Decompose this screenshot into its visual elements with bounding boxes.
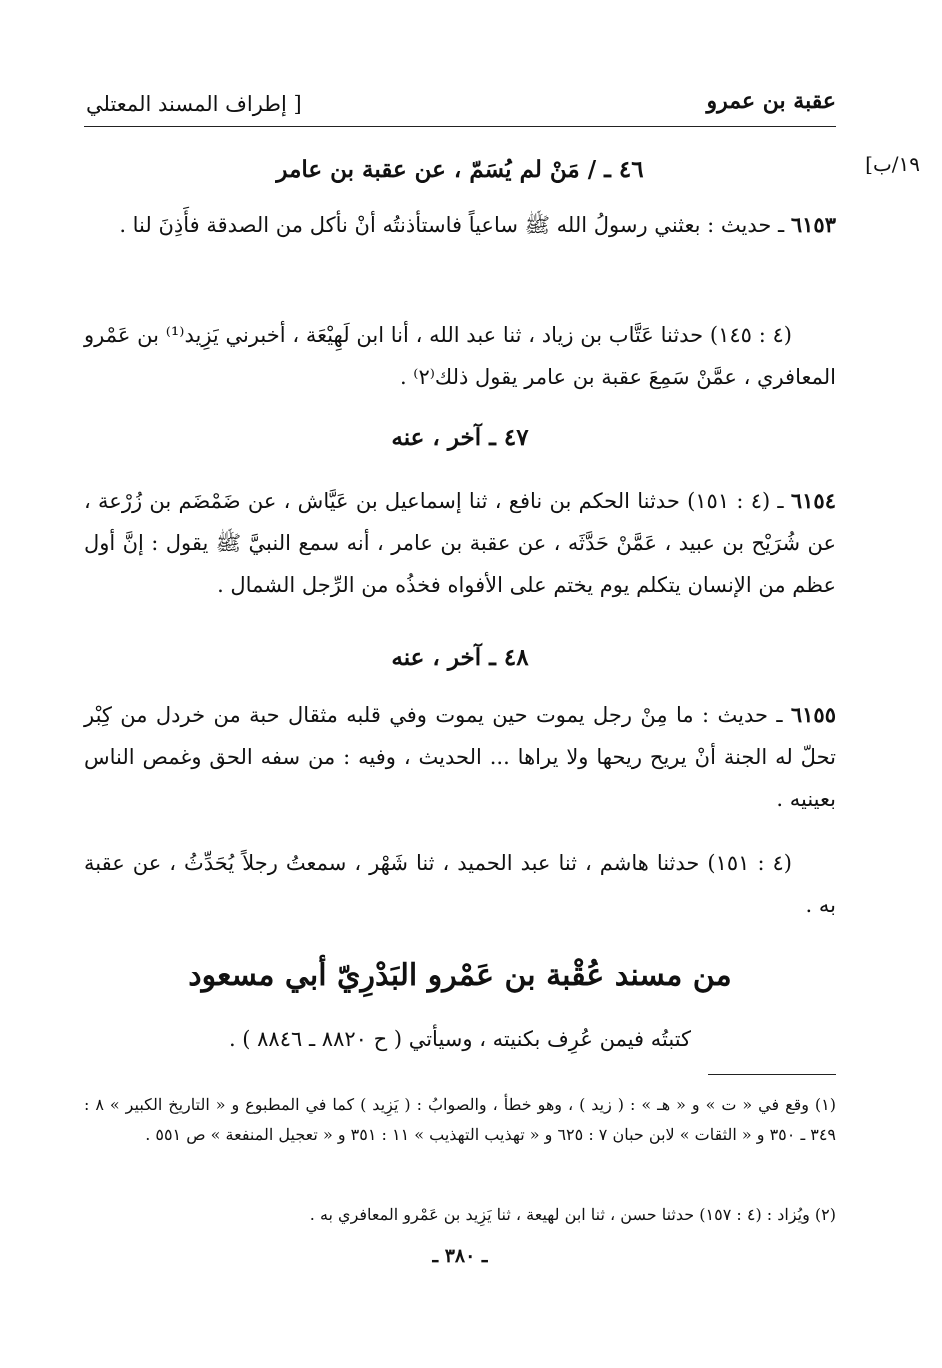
hadith-6154 [84,480,836,606]
hadith-text: ـ (٤ : ١٥١) حدثنا الحكم بن نافع ، ثنا إسماعيل بن عَيَّاش ، عن ضَمْضَم بن زُرْعة ، عن شُرَيْح بن عبيد ، عَمَّنْ حَدَّثَه ، عن عقبة بن عامر ، أنه سمع النبيَّ ﷺ يقول : إنَّ أول عظم من الإنسان يتكلم يوم يختم على الأفواه فخذُه من الرِّجل الشمال . [84,489,836,597]
running-head-title: عقبة بن عمرو [706,88,836,114]
section-heading-48: ٤٨ ـ آخر ، عنه [391,644,529,671]
footnote-2: (٢) ويُزاد : (٤ : ١٥٧) حدثنا حسن ، ثنا ابن لهيعة ، ثنا يَزِيد بن عَمْرو المعافري به . [309,1205,836,1224]
manuscript-folio-note: ١٩/ب] [865,152,920,176]
section-heading-47: ٤٧ ـ آخر ، عنه [391,424,529,451]
isnad-6155: (٤ : ١٥١) حدثنا هاشم ، ثنا عبد الحميد ، ثنا شَهْر ، سمعتُ رجلاً يُحَدِّثُ ، عن عقبة به . [84,851,836,917]
musnad-heading: من مسند عُقْبة بن عَمْرو البَدْرِيّ أبي مسعود [188,958,732,993]
hadith-number: ٦١٥٥ [790,702,836,727]
footnote-1: (١) وقع في « ت » و « هـ » : ( زيد ) ، وهو خطأ ، والصوابُ : ( يَزِيد ) كما في المطبوع و « التاريخ الكبير » ٨ : ٣٤٩ ـ ٣٥٠ و « الثقات » لابن حبان ٧ : ٦٢٥ و « تهذيب التهذيب » ١١ : ٣٥١ و « تعجيل المنفعة » ص ٥٥١ . [84,1095,836,1144]
running-head-book: [ إطراف المسند المعتلي [86,92,302,116]
hadith-number: ٦١٥٣ [790,212,836,237]
isnad-6153: (٤ : ١٤٥) حدثنا عَتَّاب بن زياد ، ثنا عبد الله ، أنا ابن لَهِيْعَة ، أخبرني يَزِيد⁽¹⁾ بن عَمْرو المعافري ، عمَّنْ سَمِعَ عقبة بن عامر يقول ذلك⁽٢⁾ . [84,323,836,389]
hadith-6153 [84,204,836,246]
footnote-rule [708,1074,836,1075]
hadith-text: ـ حديث : ما مِنْ رجل يموت حين يموت وفي قلبه مثقال حبة من خردل من كِبْر تحلّ له الجنة أنْ يريح ريحها ولا يراها ... الحديث ، وفيه : من سفه الحق وغمص الناس بعينيه . [84,703,836,811]
hadith-number: ٦١٥٤ [790,488,836,513]
section-heading-46: ٤٦ ـ / مَنْ لم يُسَمّ ، عن عقبة بن عامر [276,156,644,183]
hadith-text: ـ حديث : بعثني رسولُ الله ﷺ ساعياً فاستأذنتُه أنْ نأكل من الصدقة فأَذِنَ لنا . [119,213,791,237]
header-rule [84,126,836,127]
musnad-note: كتبتُه فيمن عُرِف بكنيته ، وسيأتي ( ح ٨٨٢٠ ـ ٨٨٤٦ ) . [228,1027,692,1051]
hadith-6155 [84,694,836,820]
page-number: ـ ٣٨٠ ـ [432,1245,488,1267]
